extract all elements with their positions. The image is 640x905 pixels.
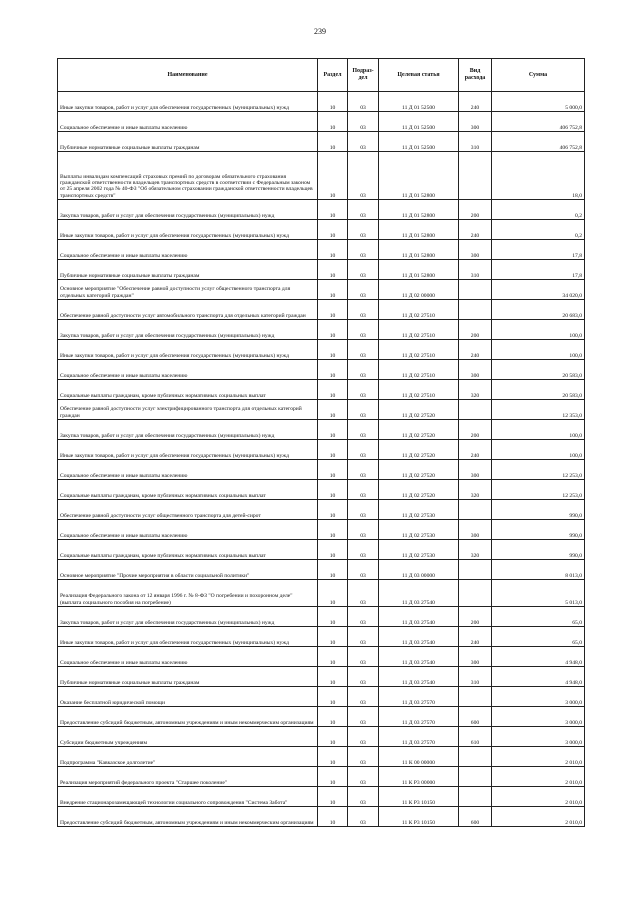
- row-target: 11 Д 02 27520: [379, 480, 459, 500]
- row-kind: 200: [459, 420, 492, 440]
- row-name: Основное мероприятие "Обеспечение равной доступности услуг общественного транспорта для отдельных категорий граждан": [58, 280, 318, 300]
- row-subsection: 03: [348, 132, 379, 152]
- row-target: 11 Д 01 52500: [379, 112, 459, 132]
- row-target: 11 К Р3 10150: [379, 807, 459, 827]
- row-subsection: 03: [348, 647, 379, 667]
- row-target: 11 Д 03 27540: [379, 627, 459, 647]
- row-sum: 3 000,0: [492, 727, 585, 747]
- row-sum: 406 752,8: [492, 112, 585, 132]
- row-target: 11 Д 01 52800: [379, 240, 459, 260]
- row-name: Обеспечение равной доступности услуг электрифицированного транспорта для отдельных категорий граждан: [58, 400, 318, 420]
- row-name: Выплаты инвалидам компенсаций страховых премий по договорам обязательного страхования гражданской ответственности владельцев транспортных средств в соответствии с Федеральным законом от 25 апреля 2002 года № 40-ФЗ "Об обязательном страховании гражданской ответственности владельцев транспортных средств": [58, 152, 318, 200]
- row-subsection: 03: [348, 112, 379, 132]
- row-sum: 20 583,0: [492, 380, 585, 400]
- row-target: 11 Д 01 52500: [379, 132, 459, 152]
- row-name: Публичные нормативные социальные выплаты гражданам: [58, 667, 318, 687]
- row-name: Закупка товаров, работ и услуг для обеспечения государственных (муниципальных) нужд: [58, 420, 318, 440]
- row-section: 10: [318, 112, 348, 132]
- row-subsection: 03: [348, 687, 379, 707]
- row-section: 10: [318, 807, 348, 827]
- row-target: 11 Д 02 27510: [379, 380, 459, 400]
- row-subsection: 03: [348, 460, 379, 480]
- row-name: Социальное обеспечение и иные выплаты населению: [58, 520, 318, 540]
- row-target: 11 К 00 00000: [379, 747, 459, 767]
- table-row: [58, 580, 585, 607]
- row-name: Иные закупки товаров, работ и услуг для обеспечения государственных (муниципальных) нужд: [58, 440, 318, 460]
- table-body: [58, 92, 585, 827]
- row-sum: 2 010,0: [492, 767, 585, 787]
- table-row: [58, 460, 585, 480]
- row-section: 10: [318, 580, 348, 607]
- row-sum: 20 683,0: [492, 300, 585, 320]
- row-kind: 320: [459, 480, 492, 500]
- row-section: 10: [318, 787, 348, 807]
- row-section: 10: [318, 420, 348, 440]
- row-section: 10: [318, 240, 348, 260]
- row-name: Предоставление субсидий бюджетным, автономным учреждениям и иным некоммерческим организациям: [58, 707, 318, 727]
- row-name: Социальные выплаты гражданам, кроме публичных нормативных социальных выплат: [58, 480, 318, 500]
- row-subsection: 03: [348, 420, 379, 440]
- table-row: [58, 607, 585, 627]
- row-target: 11 Д 01 52800: [379, 152, 459, 200]
- table-row: [58, 727, 585, 747]
- row-subsection: 03: [348, 520, 379, 540]
- row-subsection: 03: [348, 400, 379, 420]
- row-name: Публичные нормативные социальные выплаты гражданам: [58, 132, 318, 152]
- row-kind: 240: [459, 627, 492, 647]
- row-sum: 5 013,0: [492, 580, 585, 607]
- table-row: [58, 360, 585, 380]
- row-sum: 5 000,0: [492, 92, 585, 112]
- row-name: Подпрограмма "Кавказское долголетие": [58, 747, 318, 767]
- row-target: 11 Д 02 00000: [379, 280, 459, 300]
- row-subsection: 03: [348, 360, 379, 380]
- row-target: 11 Д 03 27540: [379, 647, 459, 667]
- row-sum: 2 010,0: [492, 807, 585, 827]
- row-sum: 990,0: [492, 540, 585, 560]
- table-row: [58, 240, 585, 260]
- table-row: [58, 400, 585, 420]
- table-row: [58, 420, 585, 440]
- row-kind: 300: [459, 360, 492, 380]
- header-sum: Сумма: [492, 59, 585, 92]
- header-kind: Вид расхода: [459, 59, 492, 92]
- row-kind: 300: [459, 647, 492, 667]
- row-kind: [459, 767, 492, 787]
- row-kind: 200: [459, 607, 492, 627]
- row-sum: 20 583,0: [492, 360, 585, 380]
- row-name: Внедрение стационарозамещающей технологии социального сопровождения "Система Забота": [58, 787, 318, 807]
- row-kind: 240: [459, 440, 492, 460]
- row-subsection: 03: [348, 540, 379, 560]
- row-target: 11 Д 03 27540: [379, 667, 459, 687]
- row-name: Обеспечение равной доступности услуг общественного транспорта для детей-сирот: [58, 500, 318, 520]
- table-row: [58, 647, 585, 667]
- row-subsection: 03: [348, 667, 379, 687]
- table-row: [58, 440, 585, 460]
- budget-table: [57, 58, 585, 827]
- row-sum: 2 010,0: [492, 787, 585, 807]
- row-subsection: 03: [348, 300, 379, 320]
- row-target: 11 Д 03 27540: [379, 580, 459, 607]
- row-subsection: 03: [348, 92, 379, 112]
- table-row: [58, 200, 585, 220]
- row-name: Социальное обеспечение и иные выплаты населению: [58, 240, 318, 260]
- row-subsection: 03: [348, 787, 379, 807]
- row-target: 11 Д 02 27510: [379, 360, 459, 380]
- table-row: [58, 132, 585, 152]
- row-subsection: 03: [348, 380, 379, 400]
- row-section: 10: [318, 520, 348, 540]
- row-target: 11 К Р3 10150: [379, 787, 459, 807]
- row-kind: 310: [459, 667, 492, 687]
- row-kind: [459, 400, 492, 420]
- table-row: [58, 767, 585, 787]
- row-name: Иные закупки товаров, работ и услуг для обеспечения государственных (муниципальных) нужд: [58, 340, 318, 360]
- table-row: [58, 152, 585, 200]
- row-section: 10: [318, 687, 348, 707]
- row-sum: 100,0: [492, 320, 585, 340]
- row-target: 11 Д 01 52500: [379, 92, 459, 112]
- row-section: 10: [318, 607, 348, 627]
- table-row: [58, 520, 585, 540]
- row-subsection: 03: [348, 627, 379, 647]
- row-name: Публичные нормативные социальные выплаты гражданам: [58, 260, 318, 280]
- table-row: [58, 480, 585, 500]
- row-name: Основное мероприятие "Прочие мероприятия в области социальной политики": [58, 560, 318, 580]
- row-target: 11 Д 01 52800: [379, 260, 459, 280]
- row-section: 10: [318, 500, 348, 520]
- row-sum: 0,2: [492, 200, 585, 220]
- row-target: 11 Д 01 52800: [379, 200, 459, 220]
- row-subsection: 03: [348, 280, 379, 300]
- row-name: Реализация Федерального закона от 12 января 1996 г. № 8-ФЗ "О погребении и похоронном деле" (выплата социального пособия на погребение): [58, 580, 318, 607]
- table-row: [58, 687, 585, 707]
- row-target: 11 Д 02 27520: [379, 440, 459, 460]
- row-sum: 3 000,0: [492, 707, 585, 727]
- row-section: 10: [318, 360, 348, 380]
- row-sum: 990,0: [492, 500, 585, 520]
- row-kind: 240: [459, 220, 492, 240]
- row-sum: 34 020,0: [492, 280, 585, 300]
- row-sum: 2 010,0: [492, 747, 585, 767]
- row-subsection: 03: [348, 200, 379, 220]
- page-number: 239: [314, 27, 326, 36]
- row-target: 11 Д 02 27520: [379, 400, 459, 420]
- row-subsection: 03: [348, 260, 379, 280]
- header-name: Наименование: [58, 59, 318, 92]
- row-target: 11 Д 03 27570: [379, 727, 459, 747]
- row-section: 10: [318, 220, 348, 240]
- row-kind: [459, 787, 492, 807]
- row-section: 10: [318, 280, 348, 300]
- row-kind: 310: [459, 132, 492, 152]
- row-name: Закупка товаров, работ и услуг для обеспечения государственных (муниципальных) нужд: [58, 200, 318, 220]
- row-kind: 300: [459, 240, 492, 260]
- row-sum: 4 948,0: [492, 647, 585, 667]
- row-target: 11 Д 02 27530: [379, 520, 459, 540]
- row-name: Иные закупки товаров, работ и услуг для обеспечения государственных (муниципальных) нужд: [58, 220, 318, 240]
- row-kind: [459, 152, 492, 200]
- row-subsection: 03: [348, 727, 379, 747]
- row-subsection: 03: [348, 220, 379, 240]
- row-target: 11 Д 03 27570: [379, 687, 459, 707]
- row-section: 10: [318, 320, 348, 340]
- row-sum: 17,8: [492, 240, 585, 260]
- row-kind: [459, 300, 492, 320]
- row-sum: 100,0: [492, 440, 585, 460]
- row-sum: 100,0: [492, 340, 585, 360]
- table-row: [58, 112, 585, 132]
- row-subsection: 03: [348, 607, 379, 627]
- row-sum: 3 000,0: [492, 687, 585, 707]
- row-section: 10: [318, 152, 348, 200]
- row-subsection: 03: [348, 767, 379, 787]
- row-sum: 8 013,0: [492, 560, 585, 580]
- row-kind: [459, 560, 492, 580]
- row-target: 11 Д 03 00000: [379, 560, 459, 580]
- row-section: 10: [318, 380, 348, 400]
- row-section: 10: [318, 480, 348, 500]
- row-section: 10: [318, 132, 348, 152]
- row-kind: [459, 500, 492, 520]
- row-section: 10: [318, 460, 348, 480]
- row-sum: 990,0: [492, 520, 585, 540]
- row-kind: 300: [459, 460, 492, 480]
- row-section: 10: [318, 647, 348, 667]
- row-kind: 610: [459, 727, 492, 747]
- row-section: 10: [318, 340, 348, 360]
- row-kind: 600: [459, 807, 492, 827]
- row-name: Социальное обеспечение и иные выплаты населению: [58, 112, 318, 132]
- row-section: 10: [318, 300, 348, 320]
- row-subsection: 03: [348, 440, 379, 460]
- row-section: 10: [318, 707, 348, 727]
- row-target: 11 Д 01 52800: [379, 220, 459, 240]
- header-section: Раздел: [318, 59, 348, 92]
- row-target: 11 Д 02 27520: [379, 420, 459, 440]
- row-name: Иные закупки товаров, работ и услуг для обеспечения государственных (муниципальных) нужд: [58, 92, 318, 112]
- row-subsection: 03: [348, 747, 379, 767]
- table-row: [58, 707, 585, 727]
- table-row: [58, 380, 585, 400]
- row-kind: [459, 280, 492, 300]
- table-row: [58, 560, 585, 580]
- table-row: [58, 747, 585, 767]
- row-target: 11 Д 02 27510: [379, 340, 459, 360]
- row-section: 10: [318, 747, 348, 767]
- header-subsection: Подраз-дел: [348, 59, 379, 92]
- row-sum: 100,0: [492, 420, 585, 440]
- row-name: Реализация мероприятий федерального проекта "Старшее поколение": [58, 767, 318, 787]
- row-section: 10: [318, 627, 348, 647]
- row-name: Предоставление субсидий бюджетным, автономным учреждениям и иным некоммерческим организациям: [58, 807, 318, 827]
- row-sum: 12 253,0: [492, 480, 585, 500]
- row-kind: 300: [459, 520, 492, 540]
- row-name: Обеспечение равной доступности услуг автомобильного транспорта для отдельных категорий граждан: [58, 300, 318, 320]
- row-section: 10: [318, 440, 348, 460]
- row-kind: 320: [459, 540, 492, 560]
- row-kind: 300: [459, 112, 492, 132]
- row-sum: 406 752,8: [492, 132, 585, 152]
- table-row: [58, 340, 585, 360]
- row-name: Оказание бесплатной юридической помощи: [58, 687, 318, 707]
- row-target: 11 Д 03 27570: [379, 707, 459, 727]
- row-section: 10: [318, 767, 348, 787]
- row-subsection: 03: [348, 580, 379, 607]
- table-row: [58, 540, 585, 560]
- row-target: 11 Д 03 27540: [379, 607, 459, 627]
- row-subsection: 03: [348, 240, 379, 260]
- table-row: [58, 807, 585, 827]
- row-target: 11 Д 02 27510: [379, 300, 459, 320]
- table-row: [58, 320, 585, 340]
- row-sum: 12 253,0: [492, 460, 585, 480]
- row-sum: 4 948,0: [492, 667, 585, 687]
- table-row: [58, 500, 585, 520]
- row-sum: 12 353,0: [492, 400, 585, 420]
- row-subsection: 03: [348, 320, 379, 340]
- row-subsection: 03: [348, 807, 379, 827]
- row-section: 10: [318, 260, 348, 280]
- row-name: Субсидии бюджетным учреждениям: [58, 727, 318, 747]
- row-name: Социальные выплаты гражданам, кроме публичных нормативных социальных выплат: [58, 540, 318, 560]
- row-target: 11 К Р3 00000: [379, 767, 459, 787]
- row-kind: [459, 747, 492, 767]
- row-target: 11 Д 02 27510: [379, 320, 459, 340]
- table-row: [58, 627, 585, 647]
- row-section: 10: [318, 400, 348, 420]
- row-section: 10: [318, 200, 348, 220]
- row-name: Закупка товаров, работ и услуг для обеспечения государственных (муниципальных) нужд: [58, 320, 318, 340]
- row-sum: 0,2: [492, 220, 585, 240]
- table-row: [58, 787, 585, 807]
- row-name: Социальное обеспечение и иные выплаты населению: [58, 460, 318, 480]
- row-sum: 65,0: [492, 607, 585, 627]
- row-kind: [459, 687, 492, 707]
- row-name: Социальные выплаты гражданам, кроме публичных нормативных социальных выплат: [58, 380, 318, 400]
- table-header-row: [58, 59, 585, 92]
- row-kind: 240: [459, 340, 492, 360]
- table-row: [58, 300, 585, 320]
- row-target: 11 Д 02 27520: [379, 460, 459, 480]
- header-target: Целевая статья: [379, 59, 459, 92]
- row-kind: 310: [459, 260, 492, 280]
- table-row: [58, 260, 585, 280]
- row-kind: 600: [459, 707, 492, 727]
- row-name: Социальное обеспечение и иные выплаты населению: [58, 647, 318, 667]
- table-row: [58, 280, 585, 300]
- row-section: 10: [318, 560, 348, 580]
- row-sum: 17,8: [492, 260, 585, 280]
- row-subsection: 03: [348, 500, 379, 520]
- row-subsection: 03: [348, 152, 379, 200]
- row-section: 10: [318, 540, 348, 560]
- row-target: 11 Д 02 27530: [379, 540, 459, 560]
- row-name: Социальное обеспечение и иные выплаты населению: [58, 360, 318, 380]
- row-target: 11 Д 02 27530: [379, 500, 459, 520]
- row-section: 10: [318, 92, 348, 112]
- row-subsection: 03: [348, 560, 379, 580]
- row-kind: 200: [459, 320, 492, 340]
- row-subsection: 03: [348, 340, 379, 360]
- row-kind: 200: [459, 200, 492, 220]
- row-kind: 320: [459, 380, 492, 400]
- row-sum: 18,0: [492, 152, 585, 200]
- row-kind: 240: [459, 92, 492, 112]
- table-row: [58, 667, 585, 687]
- row-section: 10: [318, 667, 348, 687]
- row-kind: [459, 580, 492, 607]
- row-sum: 65,0: [492, 627, 585, 647]
- row-subsection: 03: [348, 707, 379, 727]
- row-subsection: 03: [348, 480, 379, 500]
- row-name: Закупка товаров, работ и услуг для обеспечения государственных (муниципальных) нужд: [58, 607, 318, 627]
- row-name: Иные закупки товаров, работ и услуг для обеспечения государственных (муниципальных) нужд: [58, 627, 318, 647]
- row-section: 10: [318, 727, 348, 747]
- table-row: [58, 220, 585, 240]
- table-row: [58, 92, 585, 112]
